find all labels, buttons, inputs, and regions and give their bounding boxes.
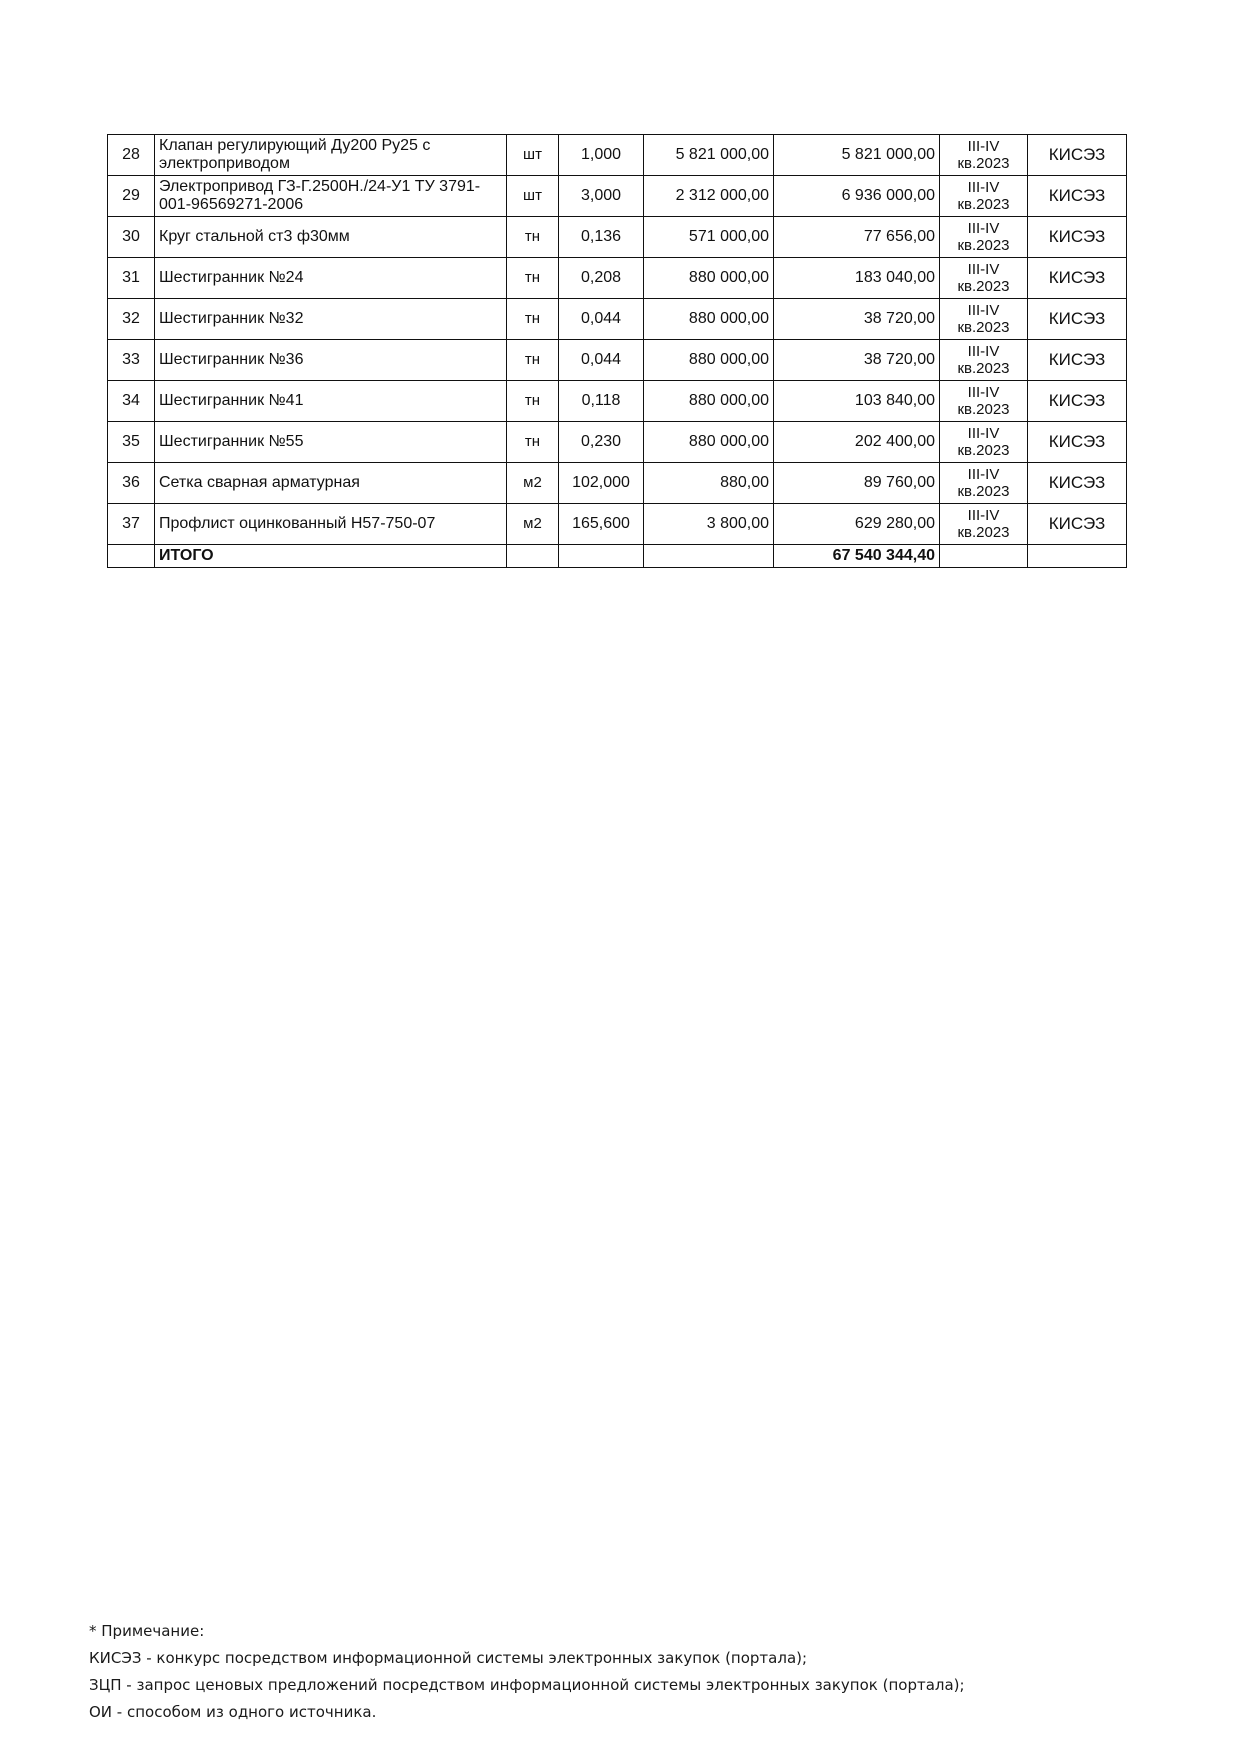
period-quarter: III-IV <box>967 507 1000 524</box>
item-period <box>940 381 1028 422</box>
item-method: КИСЭЗ <box>1028 135 1127 176</box>
item-price: 880 000,00 <box>644 422 774 463</box>
item-sum: 629 280,00 <box>774 504 940 545</box>
item-name: Шестигранник №24 <box>155 258 507 299</box>
row-number: 28 <box>108 135 155 176</box>
total-empty-cell <box>644 545 774 568</box>
table-row <box>108 135 1127 176</box>
item-quantity: 0,136 <box>559 217 644 258</box>
period-quarter: III-IV <box>967 179 1000 196</box>
item-unit: тн <box>507 217 559 258</box>
period-quarter: III-IV <box>967 302 1000 319</box>
item-name: Электропривод ГЗ-Г.2500Н./24-У1 ТУ 3791-001-96569271-2006 <box>155 176 507 217</box>
item-quantity: 1,000 <box>559 135 644 176</box>
item-name: Клапан регулирующий Ду200 Ру25 с электроприводом <box>155 135 507 176</box>
item-name: Сетка сварная арматурная <box>155 463 507 504</box>
period-year: кв.2023 <box>957 360 1010 377</box>
item-price: 880 000,00 <box>644 299 774 340</box>
period-quarter: III-IV <box>967 425 1000 442</box>
item-method: КИСЭЗ <box>1028 381 1127 422</box>
item-quantity: 0,044 <box>559 299 644 340</box>
item-period <box>940 340 1028 381</box>
table-row <box>108 299 1127 340</box>
item-method: КИСЭЗ <box>1028 217 1127 258</box>
row-number: 31 <box>108 258 155 299</box>
item-quantity: 0,118 <box>559 381 644 422</box>
period-year: кв.2023 <box>957 155 1010 172</box>
item-price: 3 800,00 <box>644 504 774 545</box>
table-row <box>108 504 1127 545</box>
item-sum: 183 040,00 <box>774 258 940 299</box>
item-method: КИСЭЗ <box>1028 258 1127 299</box>
row-number: 37 <box>108 504 155 545</box>
item-period <box>940 463 1028 504</box>
period-year: кв.2023 <box>957 237 1010 254</box>
item-price: 880,00 <box>644 463 774 504</box>
item-name: Профлист оцинкованный Н57-750-07 <box>155 504 507 545</box>
item-quantity: 3,000 <box>559 176 644 217</box>
period-year: кв.2023 <box>957 278 1010 295</box>
item-period <box>940 135 1028 176</box>
table-row <box>108 381 1127 422</box>
period-year: кв.2023 <box>957 524 1010 541</box>
item-unit: м2 <box>507 463 559 504</box>
total-empty-cell <box>108 545 155 568</box>
period-quarter: III-IV <box>967 220 1000 237</box>
item-unit: тн <box>507 422 559 463</box>
item-price: 880 000,00 <box>644 340 774 381</box>
item-period <box>940 504 1028 545</box>
item-sum: 38 720,00 <box>774 299 940 340</box>
table-row <box>108 340 1127 381</box>
item-name: Шестигранник №55 <box>155 422 507 463</box>
table-row <box>108 463 1127 504</box>
item-quantity: 0,208 <box>559 258 644 299</box>
item-quantity: 0,230 <box>559 422 644 463</box>
item-unit: тн <box>507 381 559 422</box>
item-quantity: 102,000 <box>559 463 644 504</box>
item-period <box>940 299 1028 340</box>
table-row <box>108 176 1127 217</box>
total-empty-cell <box>940 545 1028 568</box>
footnote-line-oi: ОИ - способом из одного источника. <box>89 1703 377 1721</box>
item-name: Шестигранник №32 <box>155 299 507 340</box>
item-period <box>940 217 1028 258</box>
row-number: 35 <box>108 422 155 463</box>
item-unit: тн <box>507 340 559 381</box>
period-year: кв.2023 <box>957 442 1010 459</box>
item-name: Шестигранник №36 <box>155 340 507 381</box>
period-year: кв.2023 <box>957 401 1010 418</box>
item-method: КИСЭЗ <box>1028 340 1127 381</box>
item-sum: 38 720,00 <box>774 340 940 381</box>
item-price: 880 000,00 <box>644 381 774 422</box>
item-method: КИСЭЗ <box>1028 422 1127 463</box>
table-row <box>108 258 1127 299</box>
item-sum: 6 936 000,00 <box>774 176 940 217</box>
item-price: 2 312 000,00 <box>644 176 774 217</box>
total-sum: 67 540 344,40 <box>774 545 940 568</box>
item-period <box>940 422 1028 463</box>
table-row <box>108 422 1127 463</box>
item-period <box>940 258 1028 299</box>
period-quarter: III-IV <box>967 466 1000 483</box>
procurement-table <box>107 134 1127 568</box>
item-method: КИСЭЗ <box>1028 504 1127 545</box>
item-price: 880 000,00 <box>644 258 774 299</box>
item-period <box>940 176 1028 217</box>
item-name: Шестигранник №41 <box>155 381 507 422</box>
total-row <box>108 545 1127 568</box>
period-year: кв.2023 <box>957 319 1010 336</box>
item-sum: 103 840,00 <box>774 381 940 422</box>
item-unit: м2 <box>507 504 559 545</box>
item-sum: 202 400,00 <box>774 422 940 463</box>
period-year: кв.2023 <box>957 196 1010 213</box>
item-quantity: 165,600 <box>559 504 644 545</box>
item-unit: шт <box>507 135 559 176</box>
row-number: 33 <box>108 340 155 381</box>
table-row <box>108 217 1127 258</box>
total-empty-cell <box>1028 545 1127 568</box>
item-sum: 5 821 000,00 <box>774 135 940 176</box>
item-sum: 89 760,00 <box>774 463 940 504</box>
footnote-line-zcp: ЗЦП - запрос ценовых предложений посредством информационной системы электронных закупок (портала); <box>89 1676 965 1694</box>
row-number: 30 <box>108 217 155 258</box>
item-price: 5 821 000,00 <box>644 135 774 176</box>
footnote <box>89 1618 1189 1726</box>
total-label: ИТОГО <box>155 545 507 568</box>
item-sum: 77 656,00 <box>774 217 940 258</box>
row-number: 34 <box>108 381 155 422</box>
procurement-table-body <box>108 135 1127 568</box>
item-unit: тн <box>507 299 559 340</box>
item-unit: тн <box>507 258 559 299</box>
item-name: Круг стальной ст3 ф30мм <box>155 217 507 258</box>
period-quarter: III-IV <box>967 138 1000 155</box>
item-unit: шт <box>507 176 559 217</box>
footnote-title: * Примечание: <box>89 1622 205 1640</box>
total-empty-cell <box>507 545 559 568</box>
item-price: 571 000,00 <box>644 217 774 258</box>
period-year: кв.2023 <box>957 483 1010 500</box>
period-quarter: III-IV <box>967 384 1000 401</box>
row-number: 36 <box>108 463 155 504</box>
item-method: КИСЭЗ <box>1028 299 1127 340</box>
footnote-line-kisez: КИСЭЗ - конкурс посредством информационной системы электронных закупок (портала); <box>89 1649 808 1667</box>
item-method: КИСЭЗ <box>1028 176 1127 217</box>
period-quarter: III-IV <box>967 343 1000 360</box>
row-number: 32 <box>108 299 155 340</box>
total-empty-cell <box>559 545 644 568</box>
item-quantity: 0,044 <box>559 340 644 381</box>
row-number: 29 <box>108 176 155 217</box>
item-method: КИСЭЗ <box>1028 463 1127 504</box>
period-quarter: III-IV <box>967 261 1000 278</box>
